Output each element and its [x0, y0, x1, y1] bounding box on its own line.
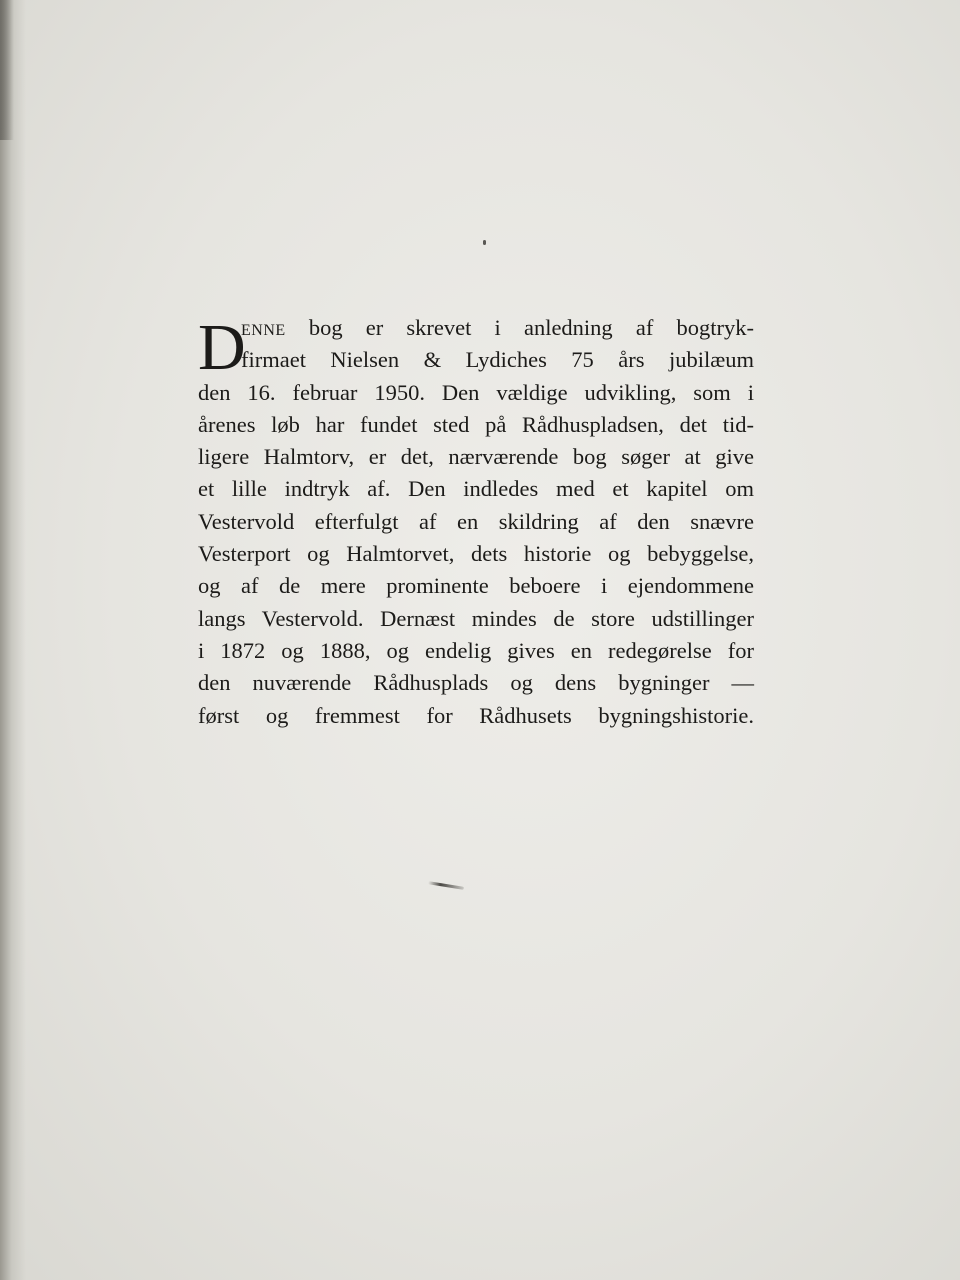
first-word-rest: enne [241, 315, 286, 340]
text-line-2: firmaet Nielsen & Lydiches 75 års jubilæum [241, 347, 754, 373]
text-line-11: i 1872 og 1888, og endelig gives en redegørelse for [198, 637, 754, 663]
page-binding-edge [0, 0, 14, 140]
drop-cap: D [198, 311, 246, 384]
text-line-13: først og fremmest for Rådhusets bygningshistorie. [198, 702, 754, 728]
text-line-1-body: bog er skrevet i anledning af bogtryk- [308, 315, 754, 340]
page-gutter-shadow [0, 0, 26, 1280]
text-line-1 [241, 312, 754, 344]
text-line-3: den 16. februar 1950. Den vældige udvikling, som i [198, 379, 754, 405]
text-line-7: Vestervold efterfulgt af en skildring af den snævre [198, 508, 754, 534]
text-line-4: årenes løb har fundet sted på Rådhuspladsen, det tid- [198, 411, 754, 437]
text-line-9: og af de mere prominente beboere i ejendommene [198, 573, 754, 599]
text-line-8: Vesterport og Halmtorvet, dets historie og bebyggelse, [198, 541, 754, 567]
text-line-12: den nuværende Rådhusplads og dens bygninger — [198, 670, 754, 696]
paper-speck [483, 240, 486, 245]
text-line-5: ligere Halmtorv, er det, nærværende bog søger at give [198, 444, 754, 470]
paper-mark [428, 881, 464, 890]
intro-paragraph [198, 312, 754, 732]
text-line-6: et lille indtryk af. Den indledes med et kapitel om [198, 476, 754, 502]
text-line-10: langs Vestervold. Dernæst mindes de store udstillinger [198, 605, 754, 631]
